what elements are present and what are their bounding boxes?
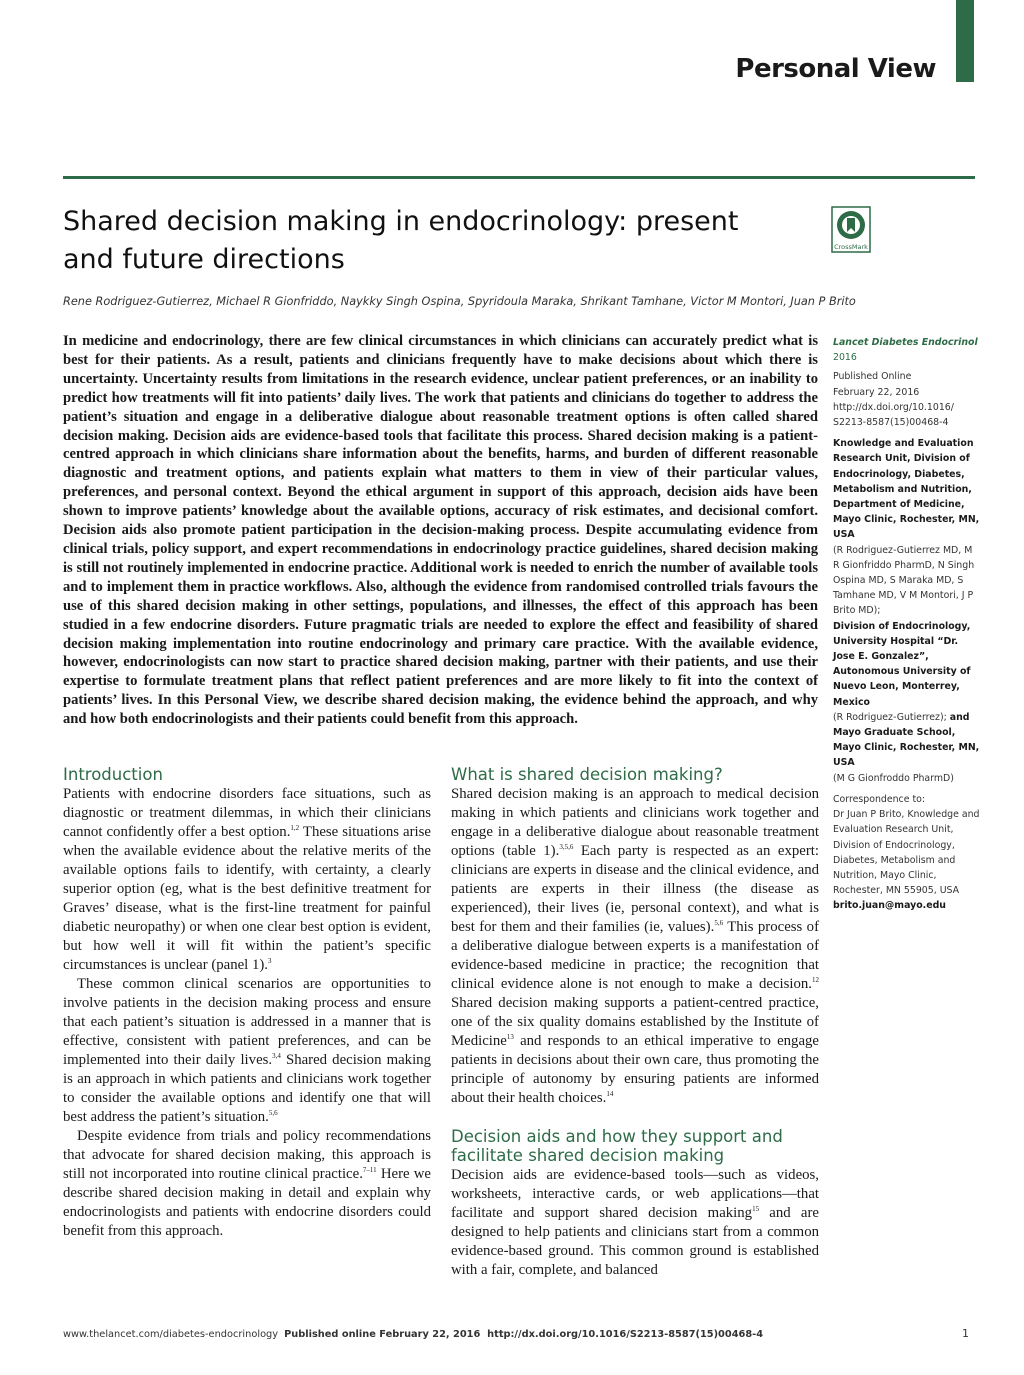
reference-marker: 1,2: [290, 824, 300, 833]
reference-marker: 14: [606, 1090, 614, 1099]
footer-published: Published online February 22, 2016 http://dx.doi.org/10.1016/S2213-8587(15)00468-4: [284, 1329, 764, 1340]
body-column-right: [451, 765, 819, 1280]
page-number: 1: [962, 1327, 969, 1340]
doi-line-2[interactable]: S2213-8587(15)00468-4: [833, 417, 949, 429]
introduction-heading: Introduction: [63, 765, 163, 784]
author-list: Rene Rodriguez-Gutierrez, Michael R Gionfriddo, Naykky Singh Ospina, Spyridoula Maraka, Shrikant Tamhane, Victor M Montori, Juan P Brito: [63, 295, 856, 308]
decision-aids-heading: Decision aids and how they support and facilitate shared decision making: [451, 1127, 783, 1165]
reference-marker: 3,5,6: [559, 843, 574, 852]
footer-doi-link[interactable]: http://dx.doi.org/10.1016/S2213-8587(15)00468-4: [487, 1329, 764, 1340]
abstract: In medicine and endocrinology, there are few clinical circumstances in which clinicians can accurately predict what is best for their patients. As a result, patients and clinicians frequently have to make decisions about which there is uncertainty. Uncertainty results from limitations in the research evidence, unclear patient preferences, or an inability to predict how treatments will fit into patients’ daily lives. The work that patients and clinicians do together to address the patient’s situation and engage in a deliberative dialogue about reasonable treatment options is often called shared decision making. Decision aids are evidence-based tools that facilitate this process. Shared decision making is a patient-centred approach in which clinicians share information about the benefits, harms, and burden of different reasonable diagnostic and treatment options, and patients explain what matters to them in view of their particular values, preferences, and personal context. Beyond the ethical argument in support of this approach, decision aids have been shown to improve patients’ knowledge about the available options, accuracy of risk estimates, and decisional comfort. Decision aids also promote patient participation in the decision-making process. Despite accumulating evidence from clinical trials, policy support, and expert recommendations in endocrinology practice guidelines, shared decision making is still not routinely implemented in endocrine practice. Additional work is needed to enrich the number of available tools and to implement them in practice workflows. Also, although the evidence from randomised controlled trials favours the use of this shared decision making in other settings, populations, and illnesses, the effect of this approach has been studied in a few endocrine disorders. Future pragmatic trials are needed to explore the effect and feasibility of shared decision making implementation into routine endocrinology and primary care practice. With the available evidence, however, endocrinologists can now start to practice shared decision making, partner with their patients, and use their expertise to formulate treatment plans that reflect patient preferences and are more likely to fit into the context of patients’ lives. In this Personal View, we describe shared decision making, the evidence behind the approach, and why and how both endocrinologists and their patients could benefit from this approach.: [63, 333, 818, 728]
article-title: Shared decision making in endocrinology: present and future directions: [63, 206, 739, 275]
reference-marker: 5,6: [714, 919, 724, 928]
page-footer: [63, 1329, 763, 1340]
reference-marker: 12: [812, 976, 819, 985]
correspondence-label: Correspondence to:: [833, 793, 926, 805]
doi-line-1[interactable]: http://dx.doi.org/10.1016/: [833, 401, 954, 413]
published-date: February 22, 2016: [833, 386, 920, 398]
decision-aids-paragraph: Decision aids are evidence-based tools—such as videos, worksheets, interactive cards, or web applications—that facilitate and support shared decision making$^{15}$ and are designed to help patients and clinicians start from a common evidence-based ground. This common ground is established with a fair, complete, and balanced: [451, 1167, 819, 1278]
correspondence-address: Dr Juan P Brito, Knowledge and Evaluation Research Unit, Division of Endocrinology, Diabetes, Metabolism and Nutrition, Mayo Clinic, Rochester, MN 55905, USA: [833, 809, 980, 897]
what-is-sdm-paragraph: Shared decision making is an approach to medical decision making in which patients and clinicians work together and engage in a deliberative dialogue about reasonable treatment options (table 1).$^{3,5,6}$ Each party is respected as an expert: clinicians are experts in disease and the clinical evidence, and patients are experts in their illness (the disease as experienced), their lives (ie, personal context), and what is best for them and their families (ie, values).$^{5,6}$ This process of a deliberative dialogue between experts is a manifestation of evidence-based medicine in practice; the recognition that clinical evidence alone is not enough to make a decision.$^{12}$ Shared decision making supports a patient-centred practice, one of the six quality domains established by the Institute of Medicine$^{13}$ and responds to an ethical imperative to engage patients in decisions about their own care, thus promoting the principle of autonomy by ensuring patients are informed about their health choices.$^{14}$: [451, 786, 820, 1106]
crossmark-icon[interactable]: [831, 206, 871, 253]
intro-paragraph-2: These common clinical scenarios are opportunities to involve patients in the decision making process and ensure that each patient’s situation is addressed in a manner that is effective, consistent with patient preferences, and can be implemented into their daily lives.$^{3,4}$ Shared decision making is an approach in which patients and clinicians work together to consider the available options and identify one that will best address the patient’s situation.$^{5,6}$: [63, 976, 431, 1125]
affiliation-1: Knowledge and Evaluation Research Unit, Division of Endocrinology, Diabetes, Metabolism and Nutrition, Department of Medicine, Mayo Clinic, Rochester, MN, USA: [833, 438, 980, 541]
affiliation-3: Mayo Graduate School, Mayo Clinic, Rochester, MN, USA: [833, 727, 980, 769]
journal-name: Lancet Diabetes Endocrinol: [833, 337, 978, 348]
body-column-left: [63, 765, 431, 1241]
section-label: Personal View: [735, 54, 936, 84]
correspondence-email[interactable]: brito.juan@mayo.edu: [833, 900, 946, 912]
affiliation-2-people: (R Rodriguez-Gutierrez); and: [833, 711, 970, 723]
journal-year: 2016: [833, 352, 857, 364]
journal-citation: [833, 335, 981, 365]
affiliation-3-people: (M G Gionfroddo PharmD): [833, 772, 954, 784]
intro-paragraph-3: Despite evidence from trials and policy recommendations that advocate for shared decision making, this approach is still not incorporated into routine clinical practice.$^{7-11}$ Here we describe shared decision making in detail and explain why endocrinologists and patients with endocrine disorders could benefit from this approach.: [63, 1128, 431, 1239]
reference-marker: 5,6: [268, 1109, 278, 1118]
reference-marker: 15: [752, 1205, 760, 1214]
what-is-sdm-heading: What is shared decision making?: [451, 765, 723, 784]
article-sidebar: [833, 335, 981, 914]
affiliation-2: Division of Endocrinology, University Hospital “Dr. Jose E. Gonzalez”, Autonomous University of Nuevo Leon, Monterrey, Mexico: [833, 620, 971, 708]
footer-site-link[interactable]: www.thelancet.com/diabetes-endocrinology: [63, 1329, 279, 1340]
reference-marker: 3: [268, 957, 272, 966]
crossmark-label: CrossMark: [834, 243, 868, 251]
reference-marker: 3,4: [272, 1052, 281, 1061]
intro-paragraph-1: Patients with endocrine disorders face situations, such as diagnostic or treatment dilemmas, in which their clinicians cannot confidently offer a best option.$^{1,2}$ These situations arise when the available evidence about the relative merits of the available options fails to identify, with certainty, a clearly superior option (eg, what is the best definitive treatment for Graves’ disease, what is the first-line treatment for painful diabetic neuropathy) or when one clear best option is evident, but how well it will fit within the patient’s specific circumstances is unclear (panel 1).$^3$: [63, 786, 431, 973]
affiliation-1-people: (R Rodriguez-Gutierrez MD, M R Gionfriddo PharmD, N Singh Ospina MD, S Maraka MD, S Tamhane MD, V M Montori, J P Brito MD);: [833, 544, 975, 617]
reference-marker: 13: [506, 1033, 514, 1042]
header-rule: [63, 176, 975, 179]
reference-marker: 7–11: [362, 1166, 377, 1175]
published-online-label: Published Online: [833, 371, 912, 383]
section-accent-bar: [956, 0, 974, 82]
